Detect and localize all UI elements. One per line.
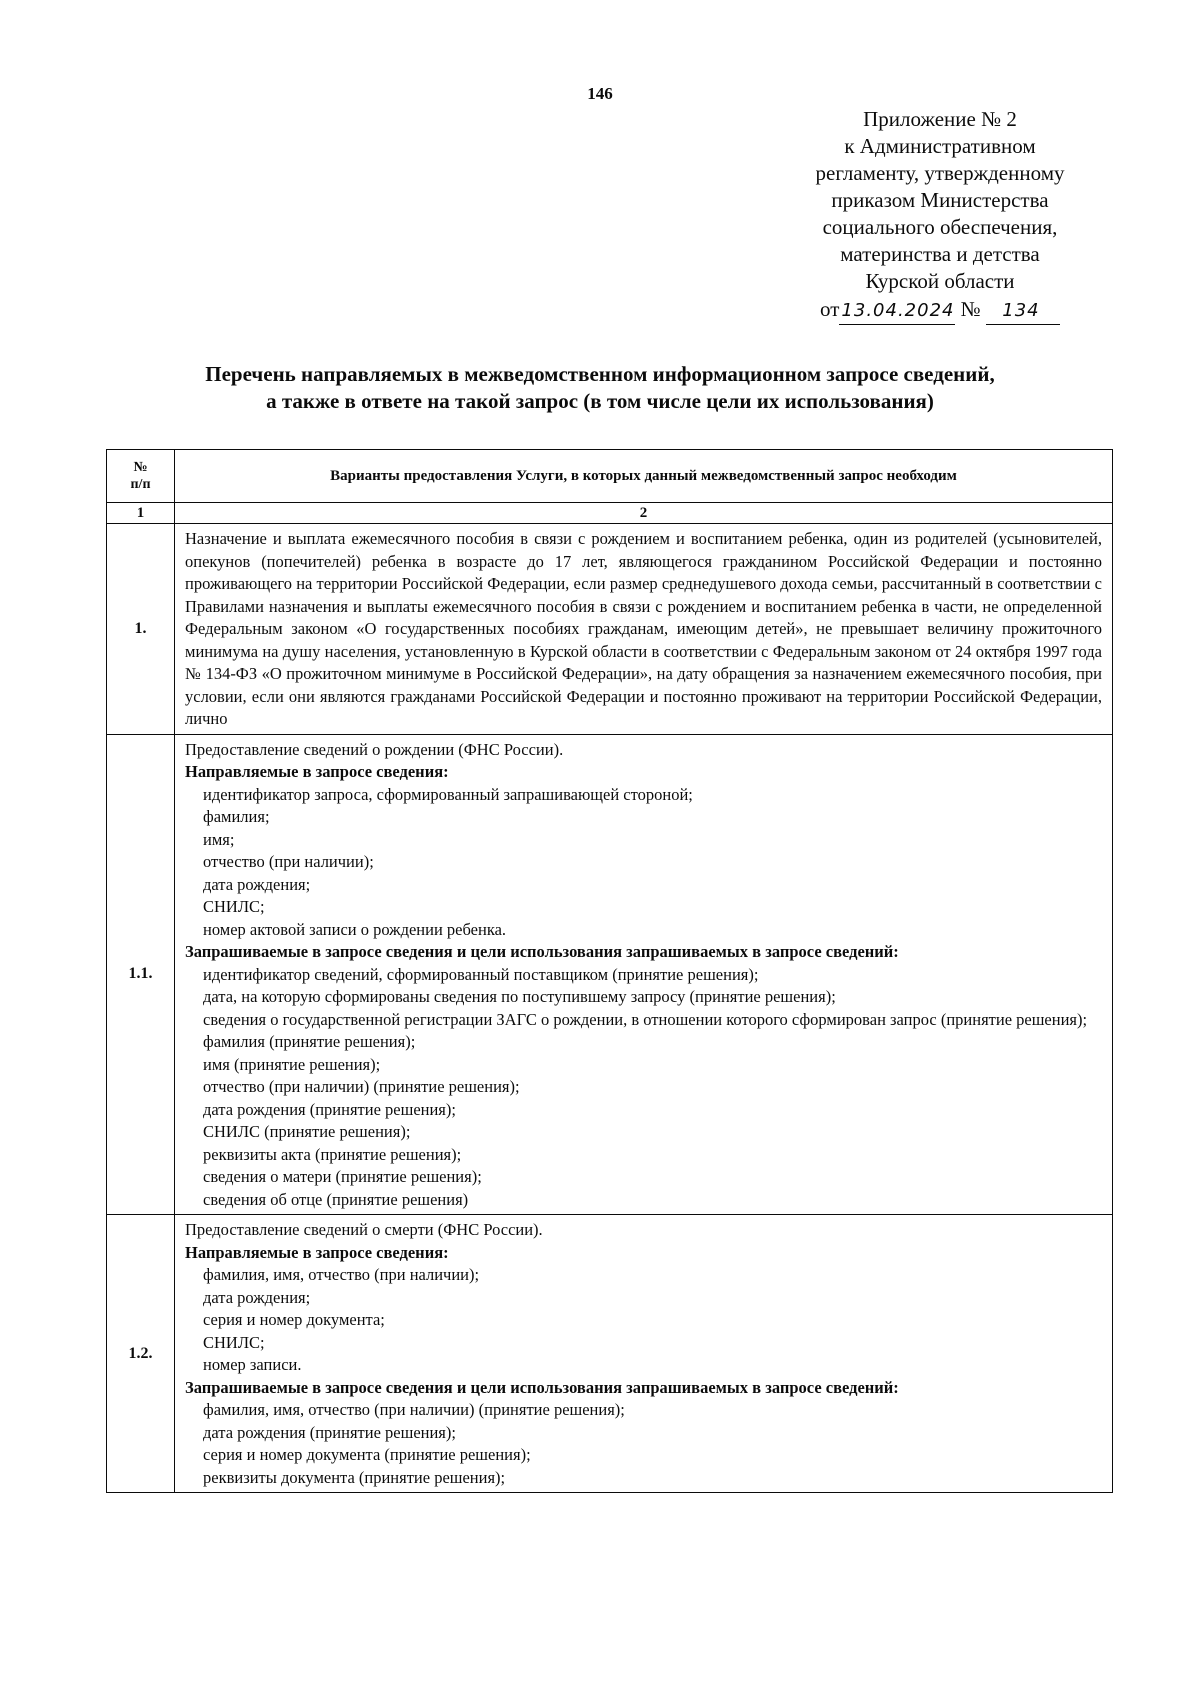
order-reference — [790, 296, 1090, 325]
list-item: фамилия; — [203, 807, 270, 826]
list-item: фамилия, имя, отчество (при наличии); — [203, 1265, 480, 1284]
list-item: дата рождения; — [203, 874, 311, 894]
list-item: имя (принятие решения); — [203, 1054, 381, 1074]
table-row — [107, 524, 1113, 735]
column-number-2: 2 — [175, 503, 1113, 524]
list-item: СНИЛС; — [203, 897, 265, 916]
request-intro: Предоставление сведений о смерти (ФНС России). — [185, 1220, 543, 1239]
appendix-line: приказом Министерства — [831, 188, 1049, 212]
list-item: сведения об отце (принятие решения) — [203, 1189, 469, 1209]
list-item: номер записи. — [203, 1355, 302, 1374]
appendix-line: регламенту, утвержденному — [815, 161, 1065, 185]
list-item: серия и номер документа; — [203, 1310, 385, 1329]
list-item: СНИЛС; — [203, 1332, 265, 1352]
service-variant-text — [175, 524, 1113, 735]
list-item: отчество (при наличии); — [203, 852, 374, 871]
row-number: 1.2. — [107, 1215, 175, 1493]
service-variant-paragraph: Назначение и выплата ежемесячного пособия в связи с рождением и воспитанием ребенка, один из родителей (усыновителей, опекунов (попечителей) ребенка в возрасте до 17 лет, являющегося гражданином Российской Федерации и постоянно проживающего на территории Российской Федерации, если размер среднедушевого дохода семьи, рассчитанный в соответствии с Правилами назначения и выплаты ежемесячного пособия в связи с рождением и воспитанием ребенка в части, не определенной Федеральным законом «О государственных пособиях гражданам, имеющим детей», не превышает величину прожиточного минимума на душу населения, установленную в Курской области в соответствии с Федеральным законом от 24 октября 1997 года № 134-ФЗ «О прожиточном минимуме в Российской Федерации», на дату обращения за назначением ежемесячного пособия, при условии, если они являются гражданами Российской Федерации и постоянно проживают на территории Российской Федерации, лично — [185, 529, 1102, 728]
handwritten-date: 13.04.2024 — [839, 297, 955, 325]
handwritten-number: 134 — [986, 297, 1060, 325]
request-details-cell — [175, 734, 1113, 1215]
list-item: дата рождения (принятие решения); — [203, 1422, 456, 1442]
requested-info-heading: Запрашиваемые в запросе сведения и цели использования запрашиваемых в запросе сведений: — [185, 942, 899, 961]
list-item: идентификатор сведений, сформированный поставщиком (принятие решения); — [203, 964, 759, 984]
list-item: сведения о государственной регистрации ЗАГС о рождении, в отношении которого сформирован запрос (принятие решения); — [203, 1009, 1088, 1029]
table-row — [107, 734, 1113, 1215]
sent-info-heading: Направляемые в запросе сведения: — [185, 1242, 449, 1262]
document-title — [0, 361, 1200, 415]
title-line-2: а также в ответе на такой запрос (в том числе цели их использования) — [266, 389, 934, 413]
list-item: фамилия (принятие решения); — [203, 1032, 416, 1051]
request-intro: Предоставление сведений о рождении (ФНС России). — [185, 739, 564, 759]
list-item: имя; — [203, 829, 235, 849]
table-row — [107, 1215, 1113, 1493]
requests-table — [106, 449, 1113, 1493]
list-item: реквизиты акта (принятие решения); — [203, 1144, 462, 1164]
date-prefix: от — [820, 297, 840, 321]
list-item: сведения о матери (принятие решения); — [203, 1167, 482, 1186]
title-line-1: Перечень направляемых в межведомственном информационном запросе сведений, — [205, 362, 995, 386]
table-header-row — [107, 450, 1113, 503]
appendix-line: к Административном — [844, 134, 1036, 158]
list-item: номер актовой записи о рождении ребенка. — [203, 919, 507, 939]
request-details-cell — [175, 1215, 1113, 1493]
list-item: серия и номер документа (принятие решения); — [203, 1445, 531, 1464]
list-item: дата рождения (принятие решения); — [203, 1099, 456, 1119]
list-item: СНИЛС (принятие решения); — [203, 1122, 411, 1141]
list-item: дата, на которую сформированы сведения по поступившему запросу (принятие решения); — [203, 987, 836, 1006]
header-description-cell: Варианты предоставления Услуги, в которых данный межведомственный запрос необходим — [175, 450, 1113, 503]
number-prefix: № — [960, 297, 981, 321]
list-item: реквизиты документа (принятие решения); — [203, 1467, 506, 1487]
appendix-line: материнства и детства — [840, 242, 1040, 266]
requested-info-heading: Запрашиваемые в запросе сведения и цели использования запрашиваемых в запросе сведений: — [185, 1377, 899, 1397]
list-item: фамилия, имя, отчество (при наличии) (принятие решения); — [203, 1400, 625, 1419]
column-number-1: 1 — [107, 503, 175, 524]
list-item: отчество (при наличии) (принятие решения); — [203, 1077, 520, 1096]
appendix-line: Приложение № 2 — [863, 107, 1017, 131]
header-number-cell — [107, 450, 175, 503]
appendix-block — [790, 106, 1090, 325]
sent-info-heading: Направляемые в запросе сведения: — [185, 762, 449, 781]
list-item: дата рождения; — [203, 1287, 311, 1307]
appendix-line: Курской области — [865, 269, 1015, 293]
row-number: 1. — [107, 524, 175, 735]
page-number: 146 — [587, 84, 613, 103]
row-number: 1.1. — [107, 734, 175, 1215]
column-number-row — [107, 503, 1113, 524]
header-number-text: № п/п — [130, 460, 151, 492]
appendix-line: социального обеспечения, — [822, 215, 1058, 239]
list-item: идентификатор запроса, сформированный запрашивающей стороной; — [203, 784, 693, 804]
